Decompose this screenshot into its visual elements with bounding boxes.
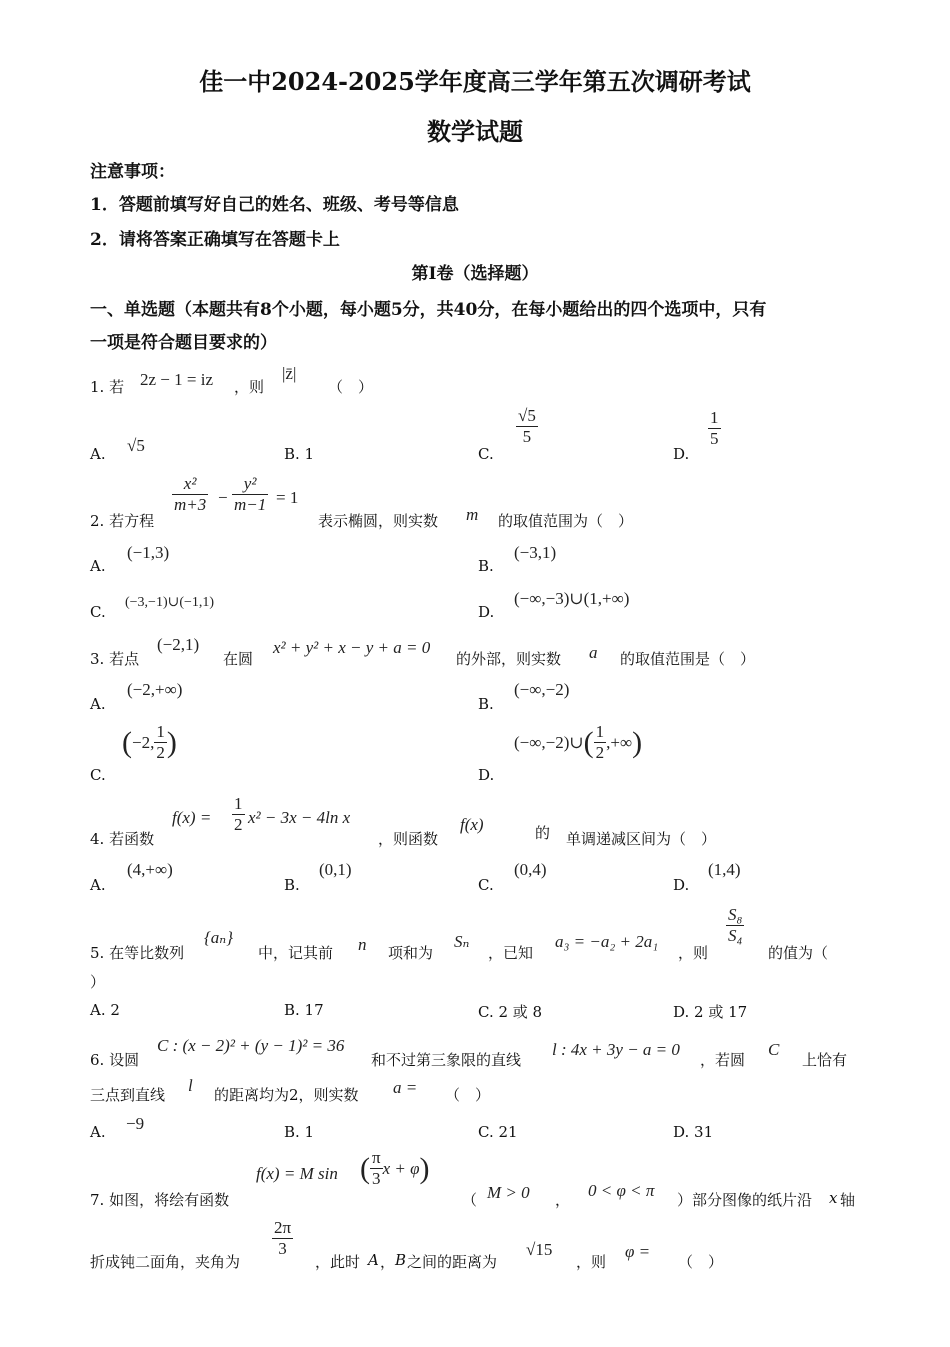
numerator: 2π — [272, 1218, 293, 1239]
section-intro-cont: 一项是符合题目要求的） — [90, 333, 277, 353]
q2-var: m — [466, 505, 479, 524]
option-a-value: √5 — [127, 436, 145, 455]
numerator: S₈ — [726, 905, 744, 926]
q4-fx: f(x) — [460, 815, 484, 834]
right-paren: ) — [632, 725, 643, 759]
denominator: 5 — [522, 427, 532, 447]
q3-var: a — [589, 643, 598, 662]
q7-sin-arg — [360, 1148, 430, 1190]
numerator: π — [370, 1148, 383, 1169]
option-c-fraction — [516, 406, 538, 448]
option-c-fraction — [154, 722, 167, 764]
option-b-value: (−3,1) — [514, 543, 557, 562]
q3-circle: x² + y² + x − y + a = 0 — [273, 638, 431, 657]
denominator: 3 — [278, 1239, 287, 1259]
option-a-value: (−2,+∞) — [127, 680, 183, 699]
option-d-value: (−∞,−3)∪(1,+∞) — [514, 589, 630, 608]
q3-prefix: 3. 若点 — [90, 650, 140, 668]
section-intro: 一、单选题（本题共有8个小题，每小题5分，共40分，在每小题给出的四个选项中，只有 — [90, 300, 767, 320]
option-a-value: (−1,3) — [127, 543, 170, 562]
q7-B: B — [395, 1251, 407, 1269]
q7-paren: （ ） — [678, 1253, 724, 1271]
option-d-fraction — [708, 408, 721, 450]
q6-tail: 上恰有 — [802, 1051, 848, 1069]
numerator: 1 — [594, 722, 607, 743]
q2-equals: = 1 — [276, 488, 299, 507]
option-a-label: A. — [90, 876, 106, 894]
q7-pi-fraction — [370, 1148, 383, 1190]
q6-line: l : 4x + 3y − a = 0 — [552, 1040, 680, 1059]
q2-minus: − — [218, 488, 228, 507]
option-a-value: −9 — [126, 1114, 145, 1133]
q5-mid3: ，已知 — [488, 944, 534, 962]
q4-half — [232, 794, 245, 836]
q6-aeq: a = — [393, 1078, 418, 1097]
q1-paren: （ ） — [328, 378, 374, 396]
option-a-value: (4,+∞) — [127, 860, 173, 879]
q7-tail: ）部分图像的纸片沿 — [677, 1191, 813, 1209]
left-paren: ( — [122, 725, 132, 759]
q4-f-left: f(x) = — [172, 808, 212, 827]
option-c: C. 2 或 8 — [478, 1003, 543, 1021]
q7-line2-c: 之间的距离为 — [407, 1253, 498, 1271]
option-a-label: A. — [90, 557, 106, 575]
option-b-value: (0,1) — [319, 860, 352, 879]
q4-f-right: x² − 3x − 4ln x — [248, 808, 351, 827]
option-b: B. 1 — [284, 1123, 315, 1141]
q6-line2-b: 的距离均为2，则实数 — [214, 1086, 359, 1104]
numerator: x² — [172, 474, 208, 495]
right-paren: ) — [166, 725, 177, 759]
q2-prefix: 2. 若方程 — [90, 512, 155, 530]
q6-line2-a: 三点到直线 — [90, 1086, 166, 1104]
option-c-label: C. — [90, 766, 106, 784]
option-c-label: C. — [478, 876, 494, 894]
q5-mid2: 项和为 — [388, 944, 434, 962]
q6-C: C — [768, 1040, 780, 1059]
option-c-label: C. — [478, 445, 494, 463]
numerator: √5 — [516, 406, 538, 427]
option-a: A. 2 — [90, 1001, 120, 1019]
exam-subtitle: 数学试题 — [427, 117, 523, 146]
option-d-label: D. — [673, 445, 690, 463]
q1-mid: ，则 — [234, 378, 265, 396]
option-b-label: B. — [478, 557, 494, 575]
denominator: 3 — [372, 1169, 381, 1189]
option-d-label: D. — [478, 603, 495, 621]
q5-seq: {aₙ} — [204, 928, 233, 947]
denominator: 5 — [710, 429, 719, 449]
option-d-value — [514, 722, 642, 764]
q5-ratio — [726, 905, 744, 947]
note-item: 2．请将答案正确填写在答题卡上 — [90, 230, 340, 250]
exam-title: 佳一中2024-2025学年度高三学年第五次调研考试 — [199, 67, 751, 96]
option-d-label: D. — [673, 876, 690, 894]
q5-mid4: ，则 — [678, 944, 709, 962]
q5-condition: a₃ = −a₂ + 2a₁ — [555, 932, 659, 951]
denominator: 2 — [234, 815, 243, 835]
q7-comma: ， — [555, 1191, 571, 1209]
option-c-left: −2, — [132, 732, 155, 752]
q3-point: (−2,1) — [157, 635, 200, 654]
q1-equation: 2z − 1 = iz — [140, 370, 213, 389]
option-d-right: ,+∞ — [606, 732, 633, 752]
q5-prefix: 5. 在等比数列 — [90, 944, 185, 962]
denominator: m−1 — [234, 495, 267, 515]
q5-mid: 中，记其前 — [258, 944, 334, 962]
q5-Sn: Sₙ — [454, 932, 470, 951]
q7-line2-d: ，则 — [576, 1253, 607, 1271]
option-b: B. 17 — [284, 1001, 324, 1019]
q7-A: A — [368, 1251, 379, 1269]
note-item: 1．答题前填写好自己的姓名、班级、考号等信息 — [90, 195, 459, 215]
q7-M: M > 0 — [487, 1183, 530, 1202]
q5-n: n — [358, 935, 367, 954]
q2-fraction-1 — [172, 474, 208, 516]
q2-suffix: 表示椭圆，则实数 — [318, 512, 439, 530]
q6-prefix: 6. 设圆 — [90, 1051, 140, 1069]
q3-mid: 在圆 — [223, 650, 254, 668]
q6-paren: （ ） — [445, 1086, 491, 1104]
option-b-label: B. — [284, 876, 300, 894]
numerator: 1 — [232, 794, 245, 815]
q4-tail: 单调递减区间为（ ） — [566, 830, 717, 848]
left-paren: ( — [360, 1151, 370, 1185]
option-a-label: A. — [90, 445, 106, 463]
q5-tail2: ） — [90, 973, 106, 991]
q7-lp: （ — [462, 1191, 478, 1209]
q7-f-left: f(x) = M sin — [256, 1164, 338, 1183]
q1-target: |z̄| — [282, 364, 297, 383]
denominator: S₄ — [728, 926, 743, 946]
option-b-label: B. — [478, 695, 494, 713]
notes-heading: 注意事项： — [90, 162, 175, 182]
option-b: B. 1 — [284, 445, 315, 463]
q7-prefix: 7. 如图，将绘有函数 — [90, 1191, 230, 1209]
numerator: 1 — [154, 722, 167, 743]
denominator: 2 — [156, 743, 165, 763]
q6-circle: C : (x − 2)² + (y − 1)² = 36 — [157, 1036, 345, 1055]
q7-phi-eq: φ = — [625, 1242, 651, 1261]
option-c-value: (−3,−1)∪(−1,1) — [125, 595, 215, 610]
option-d-left: (−∞,−2)∪ — [514, 732, 584, 752]
q7-distance: √15 — [526, 1240, 553, 1259]
q5-tail: 的值为（ — [768, 944, 829, 962]
q4-prefix: 4. 若函数 — [90, 830, 155, 848]
option-c-label: C. — [90, 603, 106, 621]
numerator: 1 — [708, 408, 721, 429]
q7-x: x — [829, 1189, 838, 1207]
q6-l: l — [188, 1076, 193, 1095]
q2-tail: 的取值范围为（ ） — [498, 512, 634, 530]
option-a-label: A. — [90, 695, 106, 713]
option-d-value: (1,4) — [708, 860, 741, 879]
q6-mid2: ，若圆 — [700, 1051, 746, 1069]
volume-heading: 第I卷（选择题） — [411, 264, 539, 284]
numerator: y² — [232, 474, 268, 495]
option-c-value: (0,4) — [514, 860, 547, 879]
q7-line2-b: ，此时 — [315, 1253, 361, 1271]
q6-mid: 和不过第三象限的直线 — [371, 1051, 522, 1069]
q7-phi-range: 0 < φ < π — [588, 1181, 655, 1200]
option-b-value: (−∞,−2) — [514, 680, 570, 699]
option-c: C. 21 — [478, 1123, 518, 1141]
denominator: m+3 — [174, 495, 207, 515]
option-d-label: D. — [478, 766, 495, 784]
q7-angle — [272, 1218, 293, 1260]
option-d-fraction — [594, 722, 607, 764]
left-paren: ( — [583, 725, 594, 759]
q1-prefix: 1. 若 — [90, 378, 125, 396]
q3-mid2: 的外部，则实数 — [456, 650, 562, 668]
q7-axis: 轴 — [840, 1191, 856, 1209]
q4-de: 的 — [535, 824, 551, 842]
option-d: D. 31 — [673, 1123, 714, 1141]
q7-f-right: x + φ — [382, 1158, 420, 1178]
right-paren: ) — [419, 1151, 430, 1185]
option-d: D. 2 或 17 — [673, 1003, 748, 1021]
q7-comma2: ， — [380, 1253, 396, 1271]
q3-tail: 的取值范围是（ ） — [620, 650, 756, 668]
q4-mid: ，则函数 — [378, 830, 439, 848]
option-a-label: A. — [90, 1123, 106, 1141]
denominator: 2 — [595, 743, 605, 763]
q7-line2-a: 折成钝二面角，夹角为 — [90, 1253, 241, 1271]
option-c-value — [122, 722, 177, 764]
q2-fraction-2 — [232, 474, 268, 516]
